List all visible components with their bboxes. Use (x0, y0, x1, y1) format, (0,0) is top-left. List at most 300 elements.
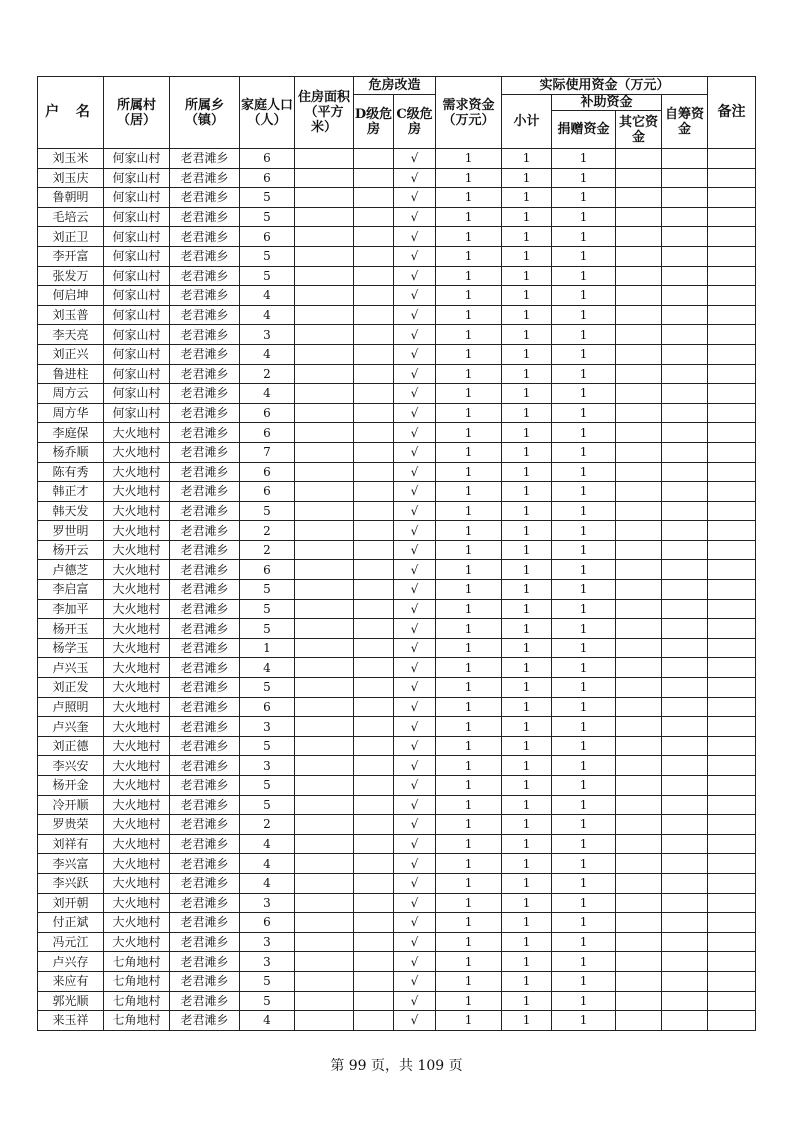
cell-other (616, 638, 662, 658)
cell-self (662, 560, 708, 580)
cell-other (616, 952, 662, 972)
cell-d-level (354, 697, 394, 717)
cell-demand: 1 (436, 246, 502, 266)
cell-subtotal: 1 (502, 149, 552, 169)
header-township: 所属乡（镇） (170, 77, 240, 149)
cell-note (708, 403, 756, 423)
cell-c-level: √ (394, 423, 436, 443)
cell-c-level: √ (394, 991, 436, 1011)
cell-subtotal: 1 (502, 286, 552, 306)
cell-d-level (354, 286, 394, 306)
cell-d-level (354, 384, 394, 404)
cell-d-level (354, 305, 394, 325)
cell-donation: 1 (552, 991, 616, 1011)
cell-township: 老君滩乡 (170, 854, 240, 874)
cell-c-level: √ (394, 717, 436, 737)
cell-self (662, 364, 708, 384)
cell-d-level (354, 873, 394, 893)
cell-population: 6 (240, 697, 295, 717)
cell-population: 5 (240, 619, 295, 639)
cell-note (708, 599, 756, 619)
cell-donation: 1 (552, 364, 616, 384)
cell-note (708, 697, 756, 717)
cell-township: 老君滩乡 (170, 971, 240, 991)
cell-demand: 1 (436, 188, 502, 208)
cell-demand: 1 (436, 678, 502, 698)
cell-area (295, 442, 354, 462)
cell-village: 何家山村 (104, 305, 170, 325)
cell-subtotal: 1 (502, 638, 552, 658)
cell-note (708, 344, 756, 364)
cell-village: 何家山村 (104, 344, 170, 364)
cell-other (616, 482, 662, 502)
cell-village: 大火地村 (104, 501, 170, 521)
cell-population: 5 (240, 246, 295, 266)
cell-note (708, 540, 756, 560)
cell-subtotal: 1 (502, 560, 552, 580)
cell-village: 大火地村 (104, 834, 170, 854)
cell-subtotal: 1 (502, 227, 552, 247)
cell-self (662, 952, 708, 972)
cell-name: 鲁进柱 (38, 364, 104, 384)
cell-population: 5 (240, 795, 295, 815)
cell-township: 老君滩乡 (170, 678, 240, 698)
cell-township: 老君滩乡 (170, 384, 240, 404)
cell-township: 老君滩乡 (170, 736, 240, 756)
cell-c-level: √ (394, 325, 436, 345)
cell-donation: 1 (552, 893, 616, 913)
cell-subtotal: 1 (502, 717, 552, 737)
cell-area (295, 149, 354, 169)
cell-demand: 1 (436, 580, 502, 600)
cell-self (662, 344, 708, 364)
header-name: 户 名 (38, 77, 104, 149)
cell-other (616, 619, 662, 639)
cell-donation: 1 (552, 266, 616, 286)
cell-subtotal: 1 (502, 384, 552, 404)
cell-d-level (354, 678, 394, 698)
cell-village: 大火地村 (104, 717, 170, 737)
header-population: 家庭人口（人） (240, 77, 295, 149)
cell-township: 老君滩乡 (170, 403, 240, 423)
cell-subtotal: 1 (502, 697, 552, 717)
cell-d-level (354, 207, 394, 227)
cell-population: 2 (240, 815, 295, 835)
cell-demand: 1 (436, 619, 502, 639)
cell-note (708, 678, 756, 698)
cell-population: 2 (240, 364, 295, 384)
cell-other (616, 344, 662, 364)
cell-area (295, 1011, 354, 1031)
header-d-level: D级危房 (354, 95, 394, 149)
cell-note (708, 501, 756, 521)
cell-village: 大火地村 (104, 560, 170, 580)
cell-name: 卢照明 (38, 697, 104, 717)
cell-village: 大火地村 (104, 795, 170, 815)
cell-area (295, 873, 354, 893)
cell-area (295, 286, 354, 306)
cell-demand: 1 (436, 952, 502, 972)
cell-note (708, 482, 756, 502)
cell-self (662, 599, 708, 619)
cell-name: 李庭保 (38, 423, 104, 443)
cell-self (662, 266, 708, 286)
cell-d-level (354, 482, 394, 502)
cell-village: 何家山村 (104, 188, 170, 208)
cell-village: 何家山村 (104, 286, 170, 306)
cell-note (708, 952, 756, 972)
cell-note (708, 462, 756, 482)
cell-area (295, 971, 354, 991)
cell-area (295, 991, 354, 1011)
cell-township: 老君滩乡 (170, 344, 240, 364)
cell-d-level (354, 462, 394, 482)
cell-c-level: √ (394, 521, 436, 541)
cell-subtotal: 1 (502, 325, 552, 345)
cell-demand: 1 (436, 344, 502, 364)
cell-township: 老君滩乡 (170, 991, 240, 1011)
cell-population: 4 (240, 834, 295, 854)
cell-other (616, 207, 662, 227)
table-row (38, 482, 756, 502)
cell-township: 老君滩乡 (170, 560, 240, 580)
cell-self (662, 149, 708, 169)
cell-name: 杨学玉 (38, 638, 104, 658)
cell-c-level: √ (394, 736, 436, 756)
cell-donation: 1 (552, 913, 616, 933)
header-area: 住房面积（平方米） (295, 77, 354, 149)
cell-self (662, 795, 708, 815)
cell-name: 刘正兴 (38, 344, 104, 364)
cell-note (708, 913, 756, 933)
cell-other (616, 854, 662, 874)
cell-population: 5 (240, 188, 295, 208)
cell-self (662, 207, 708, 227)
cell-demand: 1 (436, 1011, 502, 1031)
cell-d-level (354, 580, 394, 600)
cell-subtotal: 1 (502, 834, 552, 854)
cell-population: 3 (240, 756, 295, 776)
cell-other (616, 599, 662, 619)
cell-note (708, 442, 756, 462)
cell-donation: 1 (552, 854, 616, 874)
cell-donation: 1 (552, 619, 616, 639)
cell-donation: 1 (552, 442, 616, 462)
cell-self (662, 246, 708, 266)
cell-name: 来应有 (38, 971, 104, 991)
cell-name: 李兴跃 (38, 873, 104, 893)
cell-demand: 1 (436, 756, 502, 776)
table-row (38, 188, 756, 208)
cell-subtotal: 1 (502, 305, 552, 325)
cell-name: 杨乔顺 (38, 442, 104, 462)
cell-name: 卢兴存 (38, 952, 104, 972)
cell-subtotal: 1 (502, 678, 552, 698)
cell-donation: 1 (552, 384, 616, 404)
cell-name: 刘玉庆 (38, 168, 104, 188)
header-subsidy: 补助资金 (552, 95, 662, 111)
cell-c-level: √ (394, 1011, 436, 1031)
cell-other (616, 423, 662, 443)
cell-subtotal: 1 (502, 344, 552, 364)
cell-area (295, 266, 354, 286)
cell-donation: 1 (552, 501, 616, 521)
cell-note (708, 188, 756, 208)
cell-other (616, 227, 662, 247)
table-row (38, 286, 756, 306)
cell-population: 4 (240, 384, 295, 404)
cell-note (708, 1011, 756, 1031)
cell-subtotal: 1 (502, 991, 552, 1011)
cell-note (708, 580, 756, 600)
cell-self (662, 384, 708, 404)
cell-self (662, 325, 708, 345)
cell-c-level: √ (394, 952, 436, 972)
cell-village: 何家山村 (104, 227, 170, 247)
cell-c-level: √ (394, 344, 436, 364)
cell-self (662, 991, 708, 1011)
cell-d-level (354, 991, 394, 1011)
header-note: 备注 (708, 77, 756, 149)
cell-area (295, 462, 354, 482)
cell-demand: 1 (436, 971, 502, 991)
cell-name: 郭光顺 (38, 991, 104, 1011)
header-demand: 需求资金（万元） (436, 77, 502, 149)
cell-donation: 1 (552, 305, 616, 325)
cell-population: 5 (240, 991, 295, 1011)
cell-self (662, 776, 708, 796)
cell-c-level: √ (394, 913, 436, 933)
cell-note (708, 364, 756, 384)
cell-other (616, 188, 662, 208)
table-row (38, 736, 756, 756)
cell-other (616, 815, 662, 835)
cell-self (662, 403, 708, 423)
cell-d-level (354, 188, 394, 208)
cell-self (662, 442, 708, 462)
cell-subtotal: 1 (502, 971, 552, 991)
cell-village: 何家山村 (104, 207, 170, 227)
cell-self (662, 873, 708, 893)
cell-donation: 1 (552, 168, 616, 188)
cell-c-level: √ (394, 403, 436, 423)
cell-area (295, 501, 354, 521)
cell-demand: 1 (436, 795, 502, 815)
cell-demand: 1 (436, 873, 502, 893)
cell-c-level: √ (394, 364, 436, 384)
cell-c-level: √ (394, 854, 436, 874)
cell-village: 大火地村 (104, 580, 170, 600)
table-row (38, 1011, 756, 1031)
cell-population: 3 (240, 952, 295, 972)
cell-d-level (354, 913, 394, 933)
cell-township: 老君滩乡 (170, 266, 240, 286)
cell-area (295, 246, 354, 266)
cell-village: 何家山村 (104, 384, 170, 404)
cell-self (662, 638, 708, 658)
cell-d-level (354, 442, 394, 462)
cell-other (616, 736, 662, 756)
cell-township: 老君滩乡 (170, 815, 240, 835)
cell-demand: 1 (436, 482, 502, 502)
cell-village: 何家山村 (104, 403, 170, 423)
cell-population: 4 (240, 344, 295, 364)
cell-demand: 1 (436, 893, 502, 913)
cell-area (295, 384, 354, 404)
cell-village: 大火地村 (104, 658, 170, 678)
cell-self (662, 521, 708, 541)
cell-self (662, 854, 708, 874)
cell-d-level (354, 344, 394, 364)
cell-c-level: √ (394, 638, 436, 658)
cell-note (708, 991, 756, 1011)
cell-note (708, 971, 756, 991)
table-row (38, 619, 756, 639)
cell-note (708, 854, 756, 874)
cell-area (295, 913, 354, 933)
cell-donation: 1 (552, 521, 616, 541)
cell-other (616, 462, 662, 482)
cell-name: 周方华 (38, 403, 104, 423)
cell-demand: 1 (436, 325, 502, 345)
cell-d-level (354, 638, 394, 658)
cell-other (616, 364, 662, 384)
cell-c-level: √ (394, 697, 436, 717)
cell-d-level (354, 776, 394, 796)
cell-c-level: √ (394, 442, 436, 462)
cell-c-level: √ (394, 815, 436, 835)
cell-other (616, 678, 662, 698)
cell-township: 老君滩乡 (170, 619, 240, 639)
cell-other (616, 580, 662, 600)
cell-demand: 1 (436, 599, 502, 619)
cell-subtotal: 1 (502, 913, 552, 933)
cell-self (662, 678, 708, 698)
cell-other (616, 149, 662, 169)
cell-population: 5 (240, 207, 295, 227)
cell-population: 5 (240, 266, 295, 286)
cell-self (662, 913, 708, 933)
cell-donation: 1 (552, 482, 616, 502)
table-row (38, 952, 756, 972)
cell-demand: 1 (436, 286, 502, 306)
cell-population: 6 (240, 462, 295, 482)
cell-village: 何家山村 (104, 168, 170, 188)
cell-township: 老君滩乡 (170, 913, 240, 933)
cell-self (662, 168, 708, 188)
cell-c-level: √ (394, 149, 436, 169)
cell-area (295, 776, 354, 796)
cell-demand: 1 (436, 403, 502, 423)
cell-demand: 1 (436, 384, 502, 404)
table-row (38, 795, 756, 815)
cell-donation: 1 (552, 325, 616, 345)
cell-self (662, 580, 708, 600)
cell-population: 5 (240, 599, 295, 619)
cell-township: 老君滩乡 (170, 286, 240, 306)
cell-demand: 1 (436, 305, 502, 325)
cell-demand: 1 (436, 638, 502, 658)
cell-note (708, 736, 756, 756)
table-row (38, 893, 756, 913)
table-row (38, 305, 756, 325)
cell-c-level: √ (394, 462, 436, 482)
cell-subtotal: 1 (502, 893, 552, 913)
cell-c-level: √ (394, 560, 436, 580)
cell-population: 3 (240, 932, 295, 952)
cell-other (616, 717, 662, 737)
cell-other (616, 442, 662, 462)
cell-area (295, 521, 354, 541)
cell-d-level (354, 521, 394, 541)
cell-donation: 1 (552, 580, 616, 600)
cell-note (708, 423, 756, 443)
cell-population: 4 (240, 1011, 295, 1031)
cell-township: 老君滩乡 (170, 521, 240, 541)
cell-note (708, 266, 756, 286)
cell-subtotal: 1 (502, 952, 552, 972)
cell-village: 大火地村 (104, 873, 170, 893)
cell-demand: 1 (436, 991, 502, 1011)
cell-c-level: √ (394, 658, 436, 678)
cell-c-level: √ (394, 599, 436, 619)
cell-township: 老君滩乡 (170, 873, 240, 893)
cell-village: 大火地村 (104, 913, 170, 933)
cell-donation: 1 (552, 971, 616, 991)
cell-village: 大火地村 (104, 638, 170, 658)
cell-donation: 1 (552, 756, 616, 776)
cell-other (616, 971, 662, 991)
cell-name: 卢德芝 (38, 560, 104, 580)
cell-subtotal: 1 (502, 403, 552, 423)
header-other: 其它资金 (616, 111, 662, 149)
table-row (38, 834, 756, 854)
cell-self (662, 932, 708, 952)
cell-c-level: √ (394, 776, 436, 796)
header-actual: 实际使用资金（万元） (502, 77, 708, 95)
cell-subtotal: 1 (502, 501, 552, 521)
cell-d-level (354, 854, 394, 874)
cell-demand: 1 (436, 540, 502, 560)
header-subtotal: 小计 (502, 95, 552, 149)
cell-donation: 1 (552, 1011, 616, 1031)
cell-other (616, 325, 662, 345)
cell-subtotal: 1 (502, 266, 552, 286)
cell-population: 5 (240, 678, 295, 698)
cell-area (295, 952, 354, 972)
cell-population: 3 (240, 325, 295, 345)
cell-population: 5 (240, 971, 295, 991)
cell-c-level: √ (394, 932, 436, 952)
cell-township: 老君滩乡 (170, 188, 240, 208)
cell-village: 大火地村 (104, 697, 170, 717)
cell-name: 李加平 (38, 599, 104, 619)
cell-subtotal: 1 (502, 521, 552, 541)
table-row (38, 717, 756, 737)
cell-demand: 1 (436, 364, 502, 384)
cell-area (295, 658, 354, 678)
cell-other (616, 1011, 662, 1031)
cell-population: 5 (240, 501, 295, 521)
cell-township: 老君滩乡 (170, 207, 240, 227)
cell-population: 6 (240, 423, 295, 443)
cell-d-level (354, 168, 394, 188)
cell-village: 大火地村 (104, 482, 170, 502)
cell-township: 老君滩乡 (170, 246, 240, 266)
cell-demand: 1 (436, 736, 502, 756)
cell-donation: 1 (552, 795, 616, 815)
cell-area (295, 364, 354, 384)
